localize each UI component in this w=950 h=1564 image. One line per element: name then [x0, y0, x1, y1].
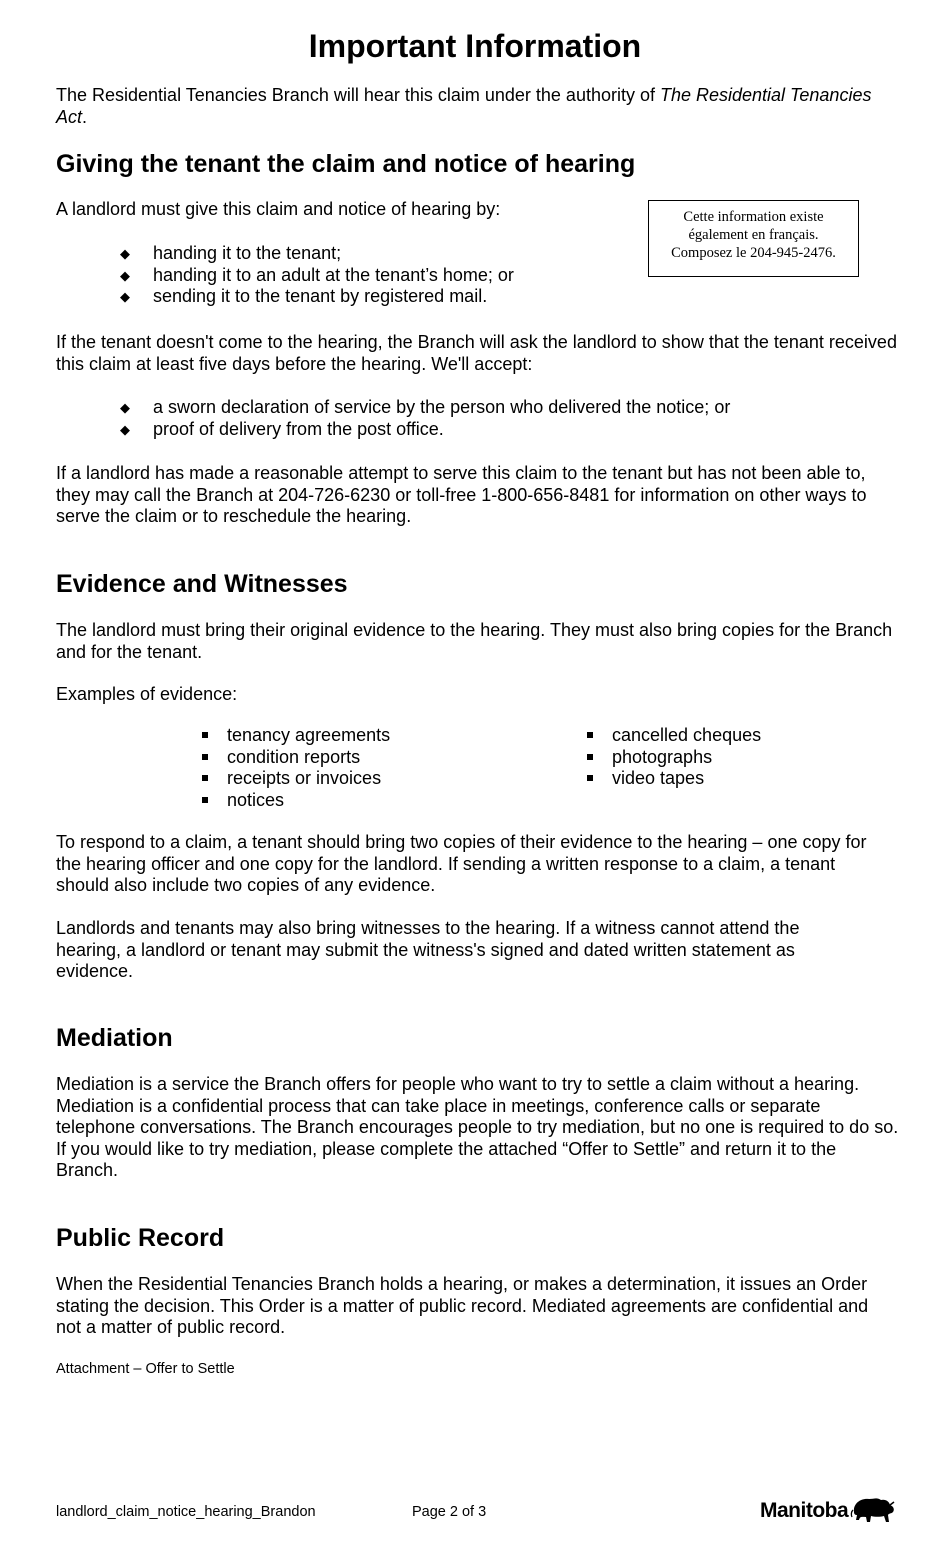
list-item: ◆ sending it to the tenant by registered mail. [120, 286, 488, 306]
list-item: video tapes [585, 768, 905, 790]
section-heading-mediation: Mediation [56, 1024, 173, 1052]
list-item: condition reports [200, 747, 560, 769]
witnesses-paragraph: Landlords and tenants may also bring witnesses to the hearing. If a witness cannot attend the hearing, a landlord or tenant may submit the witness's signed and dated written statement as evidence. [56, 918, 800, 981]
tenant-respond-paragraph: To respond to a claim, a tenant should bring two copies of their evidence to the hearing – one copy for the hearing officer and one copy for the landlord. If sending a written response to a claim, a tenant should also include two copies of any evidence. [56, 832, 867, 895]
tenant-absent-paragraph: If the tenant doesn't come to the hearing, the Branch will ask the landlord to show that the tenant received this claim at least five days before the hearing. We'll accept: [56, 332, 897, 374]
diamond-bullet-icon: ◆ [120, 267, 130, 283]
list-item: ◆ handing it to an adult at the tenant’s home; or [120, 264, 514, 285]
diamond-bullet-icon: ◆ [120, 421, 130, 437]
square-bullet-icon [587, 754, 593, 760]
public-record-paragraph: When the Residential Tenancies Branch holds a hearing, or makes a determination, it issues an Order stating the decision. This Order is a matter of public record. Mediated agreements are confidential and not a matter of public record. [56, 1274, 869, 1337]
list-item: notices [200, 790, 560, 812]
page-title: Important Information [308, 28, 642, 64]
intro-text: The Residential Tenancies Branch will hear this claim under the authority of [56, 85, 660, 105]
mediation-paragraph: Mediation is a service the Branch offers for people who want to try to settle a claim without a hearing. Mediation is a confidential process that can take place in meetings, conference calls or separate telephone conversations. The Branch encourages people to try mediation, but no one is required to do so. If you would like to try mediation, please complete the attached “Offer to Settle” and return it to the Branch. [56, 1074, 899, 1180]
diamond-bullet-icon: ◆ [120, 289, 130, 304]
square-bullet-icon [587, 732, 593, 738]
service-lead-text: A landlord must give this claim and notice of hearing by: [56, 199, 501, 219]
list-item: ◆ handing it to the tenant; [120, 243, 342, 263]
section-heading-public-record: Public Record [56, 1224, 225, 1252]
french-line-1: Cette information existe [683, 209, 824, 225]
evidence-paragraph: The landlord must bring their original evidence to the hearing. They must also bring copies for the Branch and for the tenant. [56, 620, 893, 662]
list-item: photographs [585, 747, 905, 769]
square-bullet-icon [202, 797, 208, 803]
section-heading-evidence: Evidence and Witnesses [56, 570, 348, 598]
footer-page-number: Page 2 of 3 [412, 1504, 487, 1520]
manitoba-logo [760, 1494, 896, 1528]
square-bullet-icon [202, 732, 208, 738]
service-methods-list [56, 243, 656, 308]
section-heading-giving-claim: Giving the tenant the claim and notice of hearing [56, 150, 636, 178]
examples-label: Examples of evidence: [56, 684, 238, 704]
bison-icon [850, 1494, 896, 1528]
list-item: tenancy agreements [200, 725, 560, 747]
list-item: ◆ proof of delivery from the post office. [120, 418, 444, 439]
logo-wordmark: Manitoba [760, 1499, 849, 1522]
accepted-proof-list [56, 397, 906, 440]
french-line-3: Composez le 204-945-2476. [671, 245, 836, 261]
reasonable-attempt-paragraph: If a landlord has made a reasonable attempt to serve this claim to the tenant but has not been able to, they may call the Branch at 204-726-6230 or toll-free 1-800-656-8481 for information on other ways to serve the claim or to reschedule the hearing. [56, 463, 867, 526]
diamond-bullet-icon: ◆ [120, 400, 130, 415]
intro-end: . [82, 106, 88, 127]
list-item: receipts or invoices [200, 768, 560, 790]
square-bullet-icon [202, 754, 208, 760]
french-line-2: également en français. [688, 227, 819, 243]
intro-paragraph [56, 85, 906, 128]
diamond-bullet-icon: ◆ [120, 246, 130, 261]
footer-filename: landlord_claim_notice_hearing_Brandon [56, 1504, 316, 1520]
french-info-box [648, 200, 859, 277]
evidence-list-left [200, 725, 560, 811]
act-name: The Residential Tenancies Act [56, 85, 872, 127]
attachment-note: Attachment – Offer to Settle [56, 1361, 235, 1377]
evidence-list-right [585, 725, 905, 790]
list-item: cancelled cheques [585, 725, 905, 747]
square-bullet-icon [202, 775, 208, 781]
list-item: ◆ a sworn declaration of service by the person who delivered the notice; or [120, 397, 731, 417]
square-bullet-icon [587, 775, 593, 781]
